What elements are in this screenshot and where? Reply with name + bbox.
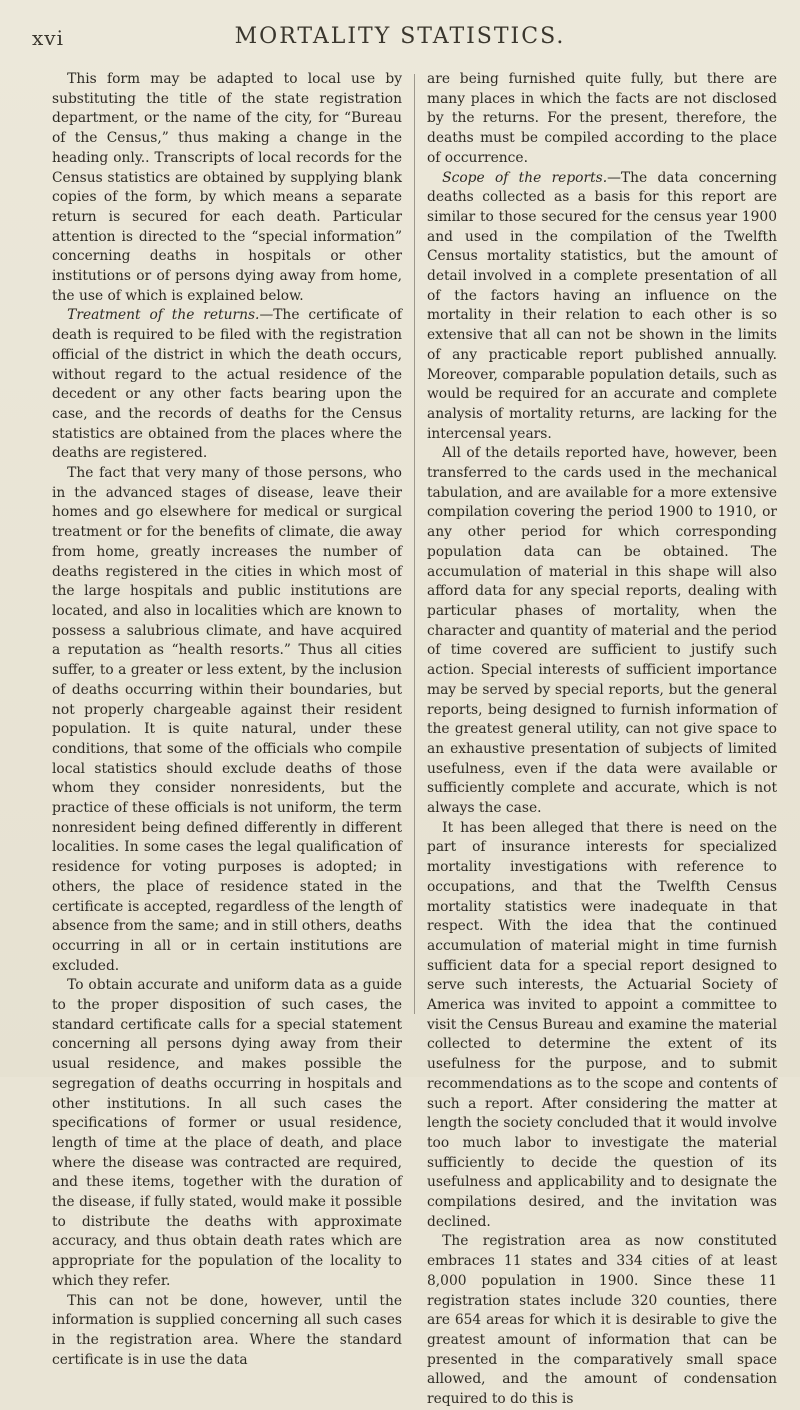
paragraph — [427, 169, 777, 445]
text-columns — [52, 70, 782, 1408]
section-heading: Treatment of the returns. — [67, 307, 260, 324]
left-column — [52, 70, 414, 1368]
paragraph: To obtain accurate and uniform data as a guide to the proper disposition of such cases, the standard certificate calls for a special statement concerning all persons dying away from their usual residence, and makes possible the segregation of deaths occurring in hospitals and other institutions. In all such cases the specifications of former or usual residence, length of time at the place of death, and place where the disease was contracted are required, and these items, together with the duration of the disease, if fully stated, would make it possible to distribute the deaths with approximate accuracy, and thus obtain death rates which are appropriate for the population of the locality to which they refer. — [52, 977, 402, 1289]
paragraph-body: —The certificate of death is required to be filed with the registration official of the district in which the death occurs, without regard to the actual residence of the decedent or any other facts bearing upon the case, and the records of deaths for the Census statistics are obtained from the places where the deaths are registered. — [52, 307, 403, 462]
paragraph: This form may be adapted to local use by substituting the title of the state registration department, or the name of the city, for “Bureau of the Census,” thus making a change in the heading only.. Transcripts of local records for the Census statistics are obtained by supplying blank copies of the form, by which means a separate return is secured for each death. Particular attention is directed to the “special information” concerning deaths in hospitals or other institutions or of persons dying away from home, the use of which is explained below. — [52, 71, 402, 304]
section-heading: Scope of the reports. — [442, 169, 608, 186]
paragraph: This can not be done, however, until the information is supplied concerning all such cases in the registration area. Where the standard certificate is in use the data — [52, 1292, 402, 1368]
page-header — [30, 20, 770, 50]
running-head: MORTALITY STATISTICS. — [234, 24, 566, 49]
paragraph — [52, 306, 402, 464]
paragraph: The fact that very many of those persons, who in the advanced stages of disease, leave their homes and go elsewhere for medical or surgical treatment or for the benefits of climate, die away from home, greatly increases the number of deaths registered in the cities in which most of the large hospitals and public institutions are located, and also in localities which are known to possess a salubrious climate, and have acquired a reputation as “health resorts.” Thus all cities suffer, to a greater or less extent, by the inclusion of deaths occurring within their boundaries, but not properly chargeable against their resident population. It is quite natural, under these conditions, that some of the officials who compile local statistics should exclude deaths of those whom they consider nonresidents, but the practice of these officials is not uniform, the term nonresident being defined differently in different localities. In some cases the legal qualification of residence for voting purposes is adopted; in others, the place of residence stated in the certificate is accepted, regardless of the length of absence from the same; and in still others, deaths occurring in all or in certain institutions are excluded. — [52, 465, 402, 974]
paragraph: The registration area as now constituted embraces 11 states and 334 cities of at least 8,000 population in 1900. Since these 11 registration states include 320 counties, there are 654 areas for which it is desirable to give the greatest amount of information that can be presented in the comparatively small space allowed, and the amount of condensation required to do this is — [427, 1233, 777, 1408]
paragraph: are being furnished quite fully, but there are many places in which the facts are not disclosed by the returns. For the present, therefore, the deaths must be compiled according to the place of occurrence. — [427, 71, 777, 166]
right-column — [415, 70, 778, 1408]
paragraph: All of the details reported have, however, been transferred to the cards used in the mechanical tabulation, and are available for a more extensive compilation covering the period 1900 to 1910, or any other period for which corresponding population data can be obtained. The accumulation of material in this shape will also afford data for any special reports, dealing with particular phases of mortality, when the character and quantity of material and the period of time covered are sufficient to justify such action. Special interests of sufficient importance may be served by special reports, but the general reports, being designed to furnish information of the greatest general utility, can not give space to an exhaustive presentation of subjects of limited usefulness, even if the data were available or sufficiently complete and accurate, which is not always the case. — [427, 445, 777, 817]
paragraph-body: —The data concerning deaths collected as a basis for this report are similar to those secured for the census year 1900 and used in the compilation of the Twelfth Census mortality statistics, but the amount of detail involved in a complete presentation of all of the factors having an influence on the mortality in their relation to each other is so extensive that all can not be shown in the limits of any practicable report published annually. Moreover, comparable population details, such as would be required for an accurate and complete analysis of mortality returns, are lacking for the intercensal years. — [427, 169, 778, 442]
page-number: xvi — [32, 26, 64, 50]
paragraph: It has been alleged that there is need on the part of insurance interests for specialized mortality investigations with reference to occupations, and that the Twelfth Census mortality statistics were inadequate in that respect. With the idea that the continued accumulation of material might in time furnish sufficient data for a special report designed to serve such interests, the Actuarial Society of America was invited to appoint a committee to visit the Census Bureau and examine the material collected to determine the extent of its usefulness for the purpose, and to submit recommendations as to the scope and contents of such a report. After considering the matter at length the society concluded that it would involve too much labor to investigate the material sufficiently to decide the question of its usefulness and applicability and to designate the compilations desired, and the invitation was declined. — [427, 819, 778, 1230]
